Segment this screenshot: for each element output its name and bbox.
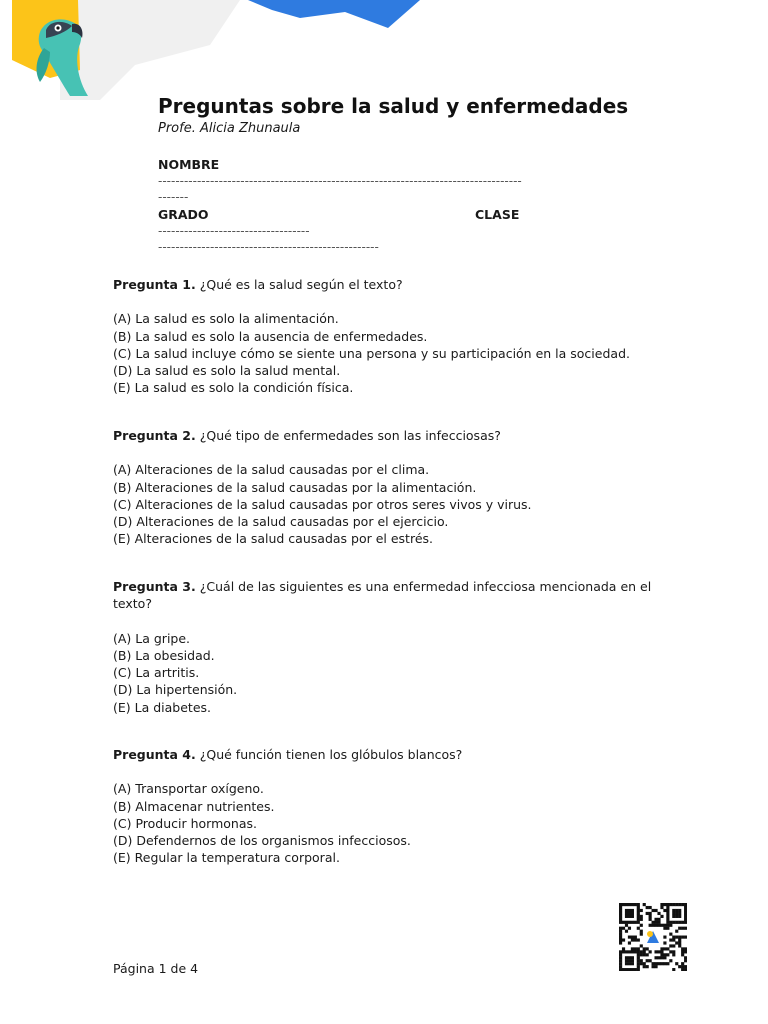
question-2 xyxy=(113,427,658,548)
question-title xyxy=(113,578,658,613)
option-c[interactable]: (C) La artritis. xyxy=(113,665,200,681)
options-list xyxy=(113,310,658,396)
question-title xyxy=(113,276,658,293)
question-3 xyxy=(113,578,658,716)
option-d[interactable]: (D) Alteraciones de la salud causadas por el ejercicio. xyxy=(113,514,449,530)
question-number: Pregunta 1. xyxy=(113,277,196,292)
question-number: Pregunta 4. xyxy=(113,747,196,762)
options-list xyxy=(113,630,658,716)
question-4 xyxy=(113,746,658,867)
grado-line[interactable]: ----------------------------------- xyxy=(158,224,310,238)
clase-label: CLASE xyxy=(475,207,520,222)
header-decoration xyxy=(0,0,768,100)
option-e[interactable]: (E) La diabetes. xyxy=(113,699,211,715)
question-1 xyxy=(113,276,658,397)
option-b[interactable]: (B) La obesidad. xyxy=(113,647,215,663)
option-b[interactable]: (B) Almacenar nutrientes. xyxy=(113,798,275,814)
option-e[interactable]: (E) La salud es solo la condición física. xyxy=(113,380,354,396)
options-list xyxy=(113,780,658,866)
author-name: Profe. Alicia Zhunaula xyxy=(158,121,301,136)
question-text: ¿Qué es la salud según el texto? xyxy=(199,277,403,292)
option-d[interactable]: (D) La hipertensión. xyxy=(113,682,238,698)
nombre-line[interactable]: ------------------------------------------------------------------------------------ xyxy=(158,174,522,188)
options-list xyxy=(113,461,658,547)
nombre-line-continued: ------- xyxy=(158,190,189,204)
title-block xyxy=(158,93,658,255)
option-e[interactable]: (E) Regular la temperatura corporal. xyxy=(113,850,340,866)
question-text: ¿Cuál de las siguientes es una enfermedad infecciosa mencionada en el texto? xyxy=(113,579,652,612)
blue-shape xyxy=(248,0,420,28)
option-d[interactable]: (D) La salud es solo la salud mental. xyxy=(113,363,341,379)
clase-line[interactable]: --------------------------------------------------- xyxy=(158,240,379,254)
grado-label: GRADO xyxy=(158,207,209,222)
option-a[interactable]: (A) La gripe. xyxy=(113,630,191,646)
question-number: Pregunta 3. xyxy=(113,579,196,594)
option-a[interactable]: (A) La salud es solo la alimentación. xyxy=(113,311,339,327)
gray-shape xyxy=(60,0,240,100)
option-a[interactable]: (A) Transportar oxígeno. xyxy=(113,781,264,797)
option-c[interactable]: (C) Alteraciones de la salud causadas por otros seres vivos y virus. xyxy=(113,496,532,512)
question-number: Pregunta 2. xyxy=(113,428,196,443)
document-title: Preguntas sobre la salud y enfermedades xyxy=(158,94,629,118)
option-e[interactable]: (E) Alteraciones de la salud causadas por el estrés. xyxy=(113,531,433,547)
option-c[interactable]: (C) La salud incluye cómo se siente una persona y su participación en la sociedad. xyxy=(113,345,630,361)
option-b[interactable]: (B) La salud es solo la ausencia de enfermedades. xyxy=(113,328,428,344)
option-d[interactable]: (D) Defendernos de los organismos infecciosos. xyxy=(113,833,411,849)
question-title xyxy=(113,746,658,763)
option-b[interactable]: (B) Alteraciones de la salud causadas por la alimentación. xyxy=(113,479,477,495)
qr-center-logo-icon xyxy=(645,929,661,945)
option-c[interactable]: (C) Producir hormonas. xyxy=(113,815,257,831)
question-text: ¿Qué tipo de enfermedades son las infecciosas? xyxy=(199,428,501,443)
nombre-label: NOMBRE xyxy=(158,157,220,172)
qr-code-icon[interactable] xyxy=(619,903,687,971)
page-number: Página 1 de 4 xyxy=(113,961,199,976)
option-a[interactable]: (A) Alteraciones de la salud causadas por el clima. xyxy=(113,462,430,478)
question-text: ¿Qué función tienen los glóbulos blancos? xyxy=(199,747,463,762)
question-title xyxy=(113,427,658,444)
